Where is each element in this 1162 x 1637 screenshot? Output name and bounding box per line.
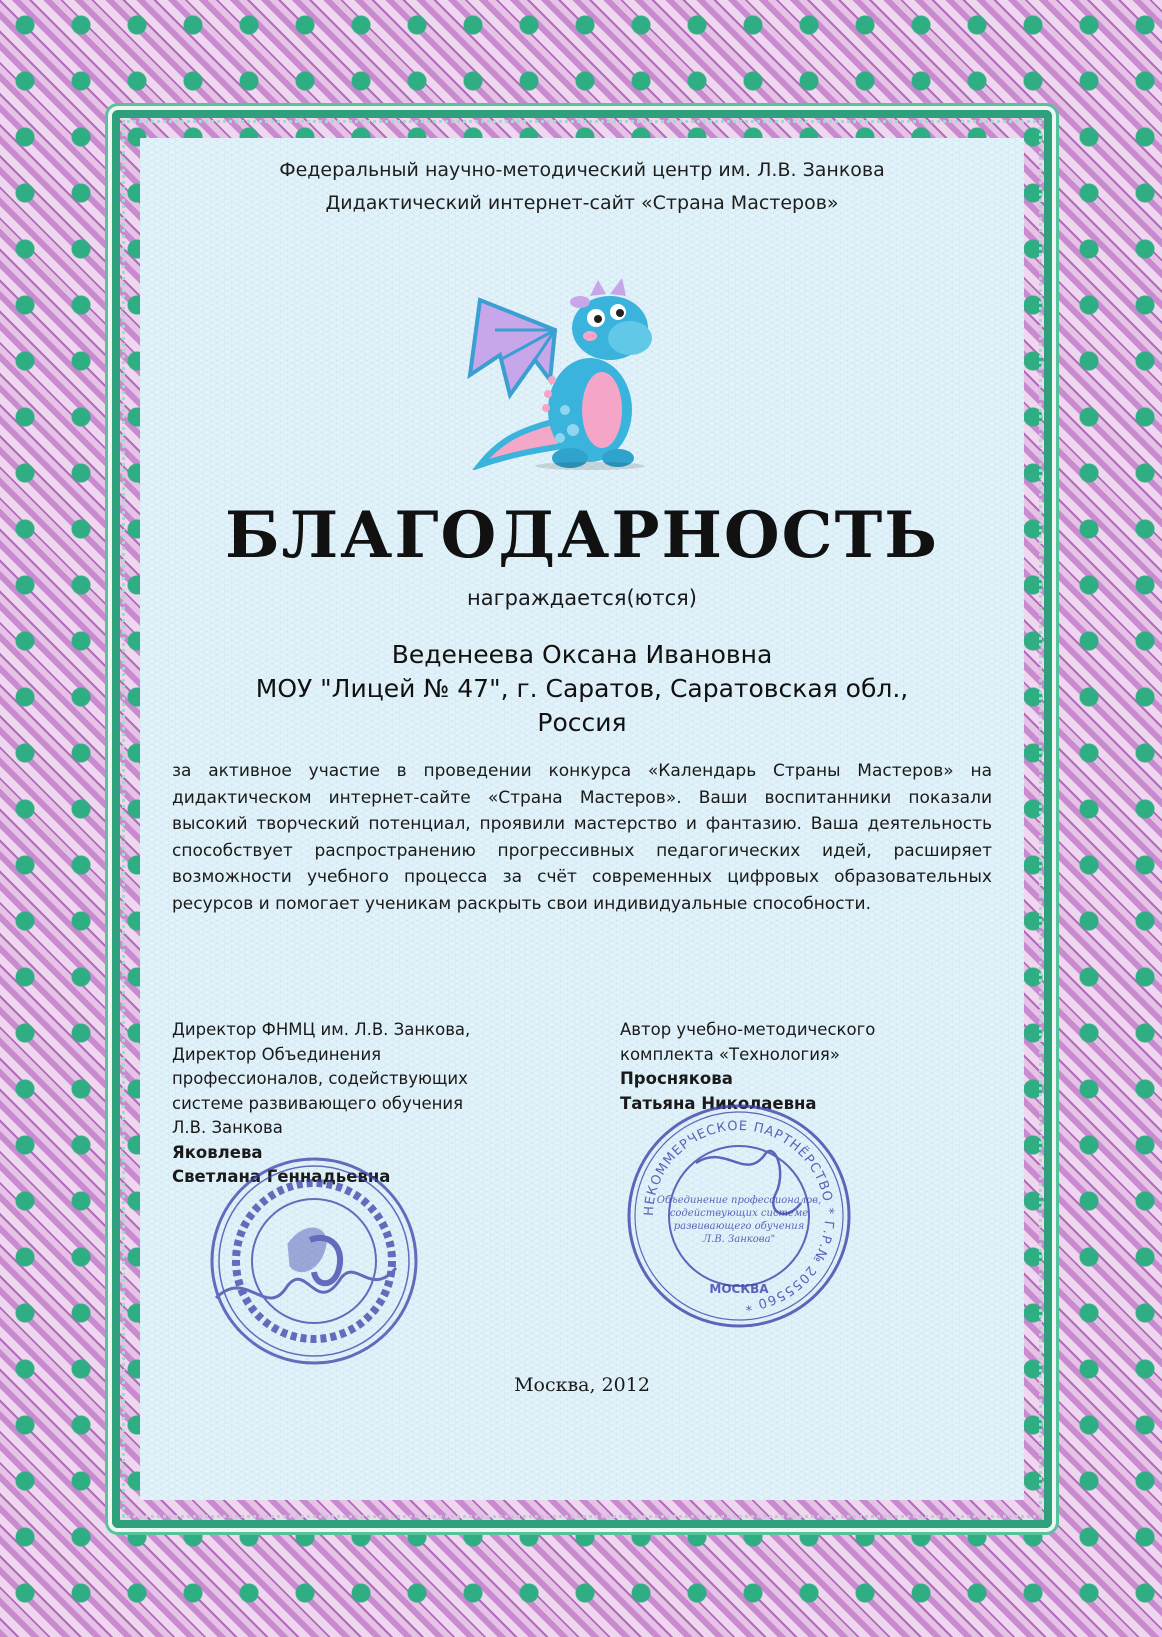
seal-right-city: МОСКВА bbox=[709, 1282, 769, 1296]
recipient-organization: МОУ "Лицей № 47", г. Саратов, Саратовская обл., bbox=[255, 674, 909, 703]
signature-right-line: Автор учебно-методического bbox=[620, 1020, 876, 1039]
signature-right-line: комплекта «Технология» bbox=[620, 1044, 840, 1064]
recipient-country: Россия bbox=[537, 708, 627, 737]
signature-left-line: Директор ФНМЦ им. Л.В. Занкова, bbox=[172, 1020, 471, 1039]
header-organization: Федеральный научно-методический центр им. Л.В. Занкова bbox=[279, 159, 885, 181]
seal-right-center-line: содействующих системе bbox=[669, 1208, 809, 1219]
signature-left-given-names: Светлана Геннадьевна bbox=[172, 1167, 391, 1186]
seal-left-stamp bbox=[206, 1148, 422, 1374]
signature-left-surname: Яковлева bbox=[172, 1142, 263, 1162]
seal-right-center-line: Л.В. Занкова" bbox=[702, 1234, 776, 1245]
seal-right-stamp bbox=[626, 1103, 852, 1329]
recipient-block bbox=[140, 638, 1024, 740]
signature-left-line: Л.В. Занкова bbox=[172, 1118, 283, 1137]
appreciation-text: за активное участие в проведении конкурса «Календарь Страны Мастеров» на дидактическом интернет-сайте «Страна Мастеров». Ваши воспитанники показали высокий творческий потенциал, проявили мастерство и фантазию. Ваша деятельность способствует распространению прогрессивных педагогических идей, расширяет возможности учебного процесса за счёт современных цифровых образовательных ресурсов и помогает ученикам раскрыть свои индивидуальные способности. bbox=[172, 761, 992, 914]
signature-left-line: Директор Объединения bbox=[172, 1044, 382, 1064]
header-website: Дидактический интернет-сайт «Страна Мастеров» bbox=[325, 192, 839, 214]
signature-right-given-names: Татьяна Николаевна bbox=[620, 1093, 817, 1113]
signature-left-line: профессионалов, содействующих bbox=[172, 1069, 468, 1088]
signature-left-line: системе развивающего обучения bbox=[172, 1093, 464, 1113]
seal-right-ring-text: НЕКОММЕРЧЕСКОЕ ПАРТНЁРСТВО * Г.Р.№ 2055560 * bbox=[641, 1118, 837, 1313]
seal-right-center-line: развивающего обучения bbox=[673, 1221, 805, 1232]
signature-right-surname: Проснякова bbox=[620, 1069, 733, 1088]
certificate-paper bbox=[140, 138, 1024, 1500]
awarded-subtitle: награждается(ются) bbox=[467, 586, 697, 610]
recipient-name: Веденеева Оксана Ивановна bbox=[391, 640, 773, 669]
place-and-year: Москва, 2012 bbox=[514, 1374, 650, 1396]
seal-right-center-line: Объединение профессионалов, bbox=[656, 1195, 822, 1206]
signature-right bbox=[620, 1018, 950, 1116]
dragon-illustration bbox=[440, 260, 660, 470]
certificate-title: БЛАГОДАРНОСТЬ bbox=[224, 498, 940, 573]
